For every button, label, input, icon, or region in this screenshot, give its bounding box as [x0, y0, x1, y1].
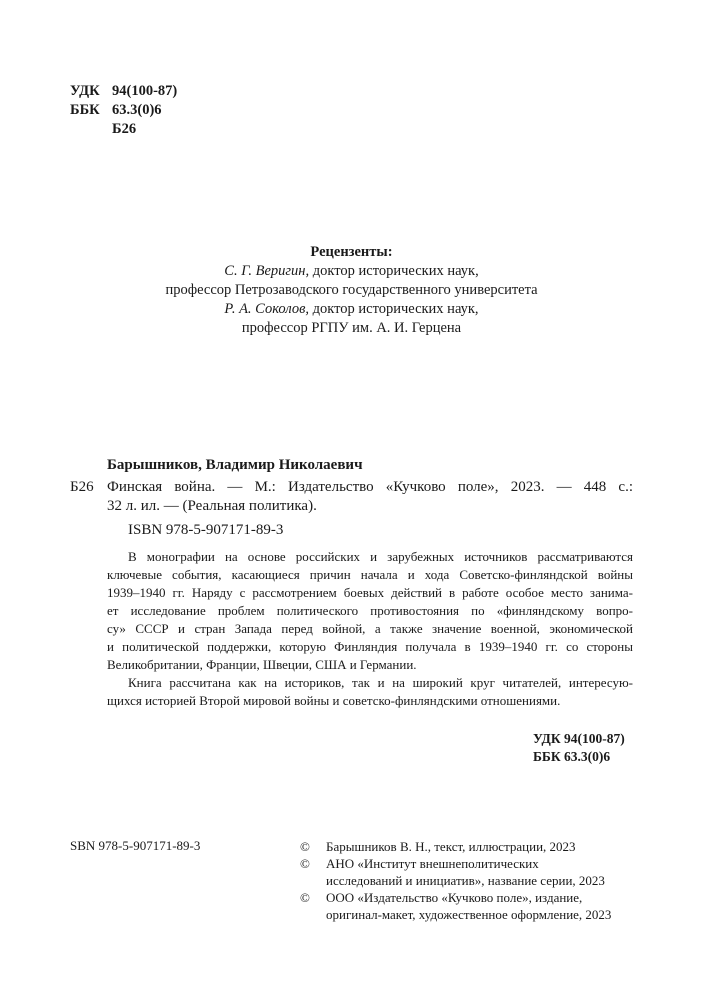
copyright-row-1 [300, 838, 611, 855]
abstract-line: су» СССР и стран Запада перед войной, а также значение военной, экономической [107, 621, 633, 636]
isbn-bottom: SBN 978-5-907171-89-3 [70, 838, 201, 853]
entry-author: Барышников, Владимир Николаевич [107, 457, 363, 473]
entry-title-line-1: Финская война. — М.: Издательство «Кучково поле», 2023. — 448 с.: [107, 479, 633, 495]
abstract [107, 548, 633, 710]
copyright-icon: © [300, 856, 310, 871]
udk-label: УДК [70, 83, 100, 99]
reviewer-1-name: С. Г. Веригин, [224, 263, 310, 279]
abstract-line: и политической поддержки, которую Финляндия получала в 1939–1940 гг. со стороны [107, 639, 633, 654]
reviewer-1 [70, 262, 633, 281]
bbk-right: ББК 63.3(0)6 [533, 749, 611, 764]
reviewers-block [70, 243, 633, 338]
bbk-label: ББК [70, 102, 100, 118]
abstract-line: В монографии на основе российских и зарубежных источников рассматриваются [128, 549, 633, 564]
reviewer-2-name: Р. А. Соколов, [224, 301, 309, 317]
copyright-text: оригинал-макет, художественное оформление, 2023 [326, 907, 612, 922]
udk-value: 94(100-87) [112, 83, 178, 99]
abstract-line: щихся историей Второй мировой войны и советско-финляндскими отношениями. [107, 693, 561, 708]
reviewers-heading: Рецензенты: [310, 244, 393, 260]
entry-isbn: ISBN 978-5-907171-89-3 [128, 522, 284, 538]
copyright-row-3 [300, 889, 611, 906]
copyright-text: АНО «Институт внешнеполитических [326, 856, 539, 871]
abstract-line: Книга рассчитана как на историков, так и на широкий круг читателей, интересую- [128, 675, 633, 690]
author-mark: Б26 [112, 121, 137, 137]
copyright-block [300, 838, 611, 923]
author-mark-row [70, 120, 177, 139]
reviewer-2 [70, 300, 633, 319]
abstract-line: 1939–1940 гг. Наряду с рассмотрением боевых действий в работе особое место занима- [107, 585, 633, 600]
abstract-line: Великобритании, Франции, Швеции, США и Германии. [107, 657, 417, 672]
udk-right: УДК 94(100-87) [533, 731, 625, 746]
abstract-line: ключевые события, касающиеся причин начала и хода Советско-финляндской войны [107, 567, 633, 582]
copyright-row-2 [300, 855, 611, 872]
copyright-icon: © [300, 839, 310, 854]
reviewer-1-position: профессор Петрозаводского государственного университета [165, 282, 538, 298]
classification-right [533, 730, 625, 766]
entry-title-line-2: 32 л. ил. — (Реальная политика). [107, 498, 317, 514]
copyright-text: исследований и инициатив», название серии, 2023 [326, 873, 605, 888]
copyright-text: Барышников В. Н., текст, иллюстрации, 2023 [326, 839, 576, 854]
bbk-value: 63.3(0)6 [112, 102, 162, 118]
classification-block [70, 82, 177, 139]
abstract-line: ет исследование проблем политического противостояния по «финляндскому вопро- [107, 603, 633, 618]
reviewer-2-position: профессор РГПУ им. А. И. Герцена [241, 320, 462, 336]
udk-row [70, 82, 177, 101]
reviewer-1-degree: доктор исторических наук, [309, 263, 479, 279]
reviewer-2-degree: доктор исторических наук, [309, 301, 479, 317]
bbk-row [70, 101, 177, 120]
copyright-icon: © [300, 890, 310, 905]
copyright-text: ООО «Издательство «Кучково поле», издание, [326, 890, 583, 905]
entry-code: Б26 [70, 479, 94, 495]
